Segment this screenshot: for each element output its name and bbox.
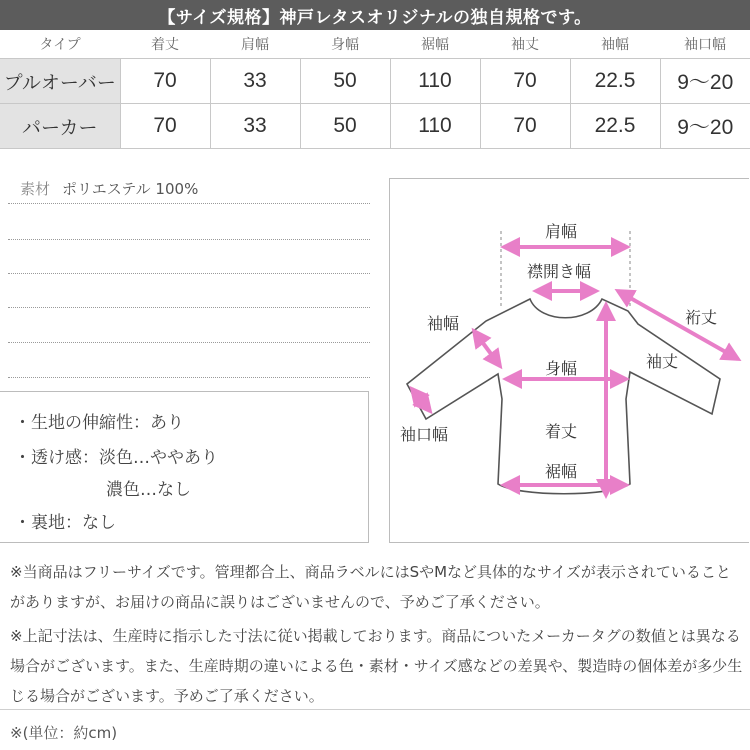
col-header-shoulder: 肩幅 [210, 30, 300, 59]
table-cell: 110 [390, 104, 480, 149]
table-cell: 70 [120, 104, 210, 149]
table-cell: 70 [480, 59, 570, 104]
property-sheerness-dark: 濃色…なし [106, 480, 191, 500]
fabric-properties-box [0, 391, 369, 543]
label-shoulder: 肩幅 [545, 222, 578, 241]
property-stretch: ・生地の伸縮性：あり [14, 413, 184, 433]
divider [0, 709, 750, 710]
note-measurements: ※上記寸法は、生産時に指示した寸法に従い掲載しております。商品についたメーカータグの数値とは異なる場合がございます。また、生産時期の違いによる色・素材・サイズ感などの差異や、製造時の個体差が多少生じる場合がございます。予めご了承ください。 [10, 627, 743, 705]
table-cell: 9～20 [660, 59, 750, 104]
table-cell: 22.5 [570, 104, 660, 149]
label-neck-width: 襟開き幅 [527, 262, 592, 281]
col-header-sleeve-width: 袖幅 [570, 30, 660, 59]
dotted-divider [8, 342, 370, 343]
col-header-cuff-width: 袖口幅 [660, 30, 750, 59]
col-header-length: 着丈 [120, 30, 210, 59]
table-header-row [0, 30, 750, 59]
material-info [20, 178, 198, 199]
header-title: 【サイズ規格】神戸レタスオリジナルの独自規格です。 [158, 7, 592, 28]
row-type-pullover: プルオーバー [0, 59, 120, 104]
notes [10, 557, 745, 711]
property-lining: ・裏地：なし [14, 513, 116, 533]
dotted-divider [8, 203, 370, 204]
label-sleeve-length: 袖丈 [646, 352, 679, 371]
table-cell: 33 [210, 59, 300, 104]
dotted-divider [8, 307, 370, 308]
table-cell: 50 [300, 59, 390, 104]
table-cell: 50 [300, 104, 390, 149]
table-cell: 33 [210, 104, 300, 149]
label-hem-width: 裾幅 [545, 462, 578, 481]
table-cell: 70 [120, 59, 210, 104]
table-row [0, 59, 750, 104]
arrow-cuff-width [412, 389, 430, 411]
note-free-size: ※当商品はフリーサイズです。管理都合上、商品ラベルにはSやMなど具体的なサイズが表示されていることがありますが、お届けの商品に誤りはございませんので、予めご了承ください。 [10, 563, 731, 611]
col-header-body-width: 身幅 [300, 30, 390, 59]
measurement-diagram [389, 178, 749, 543]
table-cell: 70 [480, 104, 570, 149]
col-header-hem-width: 裾幅 [390, 30, 480, 59]
table-cell: 110 [390, 59, 480, 104]
table-row [0, 104, 750, 149]
material-value: ポリエステル 100% [62, 180, 199, 198]
dotted-divider [8, 239, 370, 240]
arrow-sleeve-width [474, 331, 500, 366]
size-spec-header [0, 0, 750, 30]
label-cuff-width: 袖口幅 [400, 425, 449, 444]
dotted-divider [8, 377, 370, 378]
col-header-type: タイプ [0, 30, 120, 59]
label-sleeve-width: 袖幅 [427, 314, 460, 333]
size-table [0, 30, 750, 149]
material-label: 素材 [20, 180, 51, 198]
label-length: 着丈 [545, 422, 578, 441]
table-cell: 22.5 [570, 59, 660, 104]
label-body-width: 身幅 [545, 359, 578, 378]
table-cell: 9～20 [660, 104, 750, 149]
col-header-sleeve-length: 袖丈 [480, 30, 570, 59]
label-yuki: 裄丈 [685, 308, 718, 327]
row-type-hoodie: パーカー [0, 104, 120, 149]
unit-note: ※(単位：約cm) [10, 724, 118, 742]
dotted-divider [8, 273, 370, 274]
property-sheerness: ・透け感：淡色…ややあり [14, 448, 218, 468]
